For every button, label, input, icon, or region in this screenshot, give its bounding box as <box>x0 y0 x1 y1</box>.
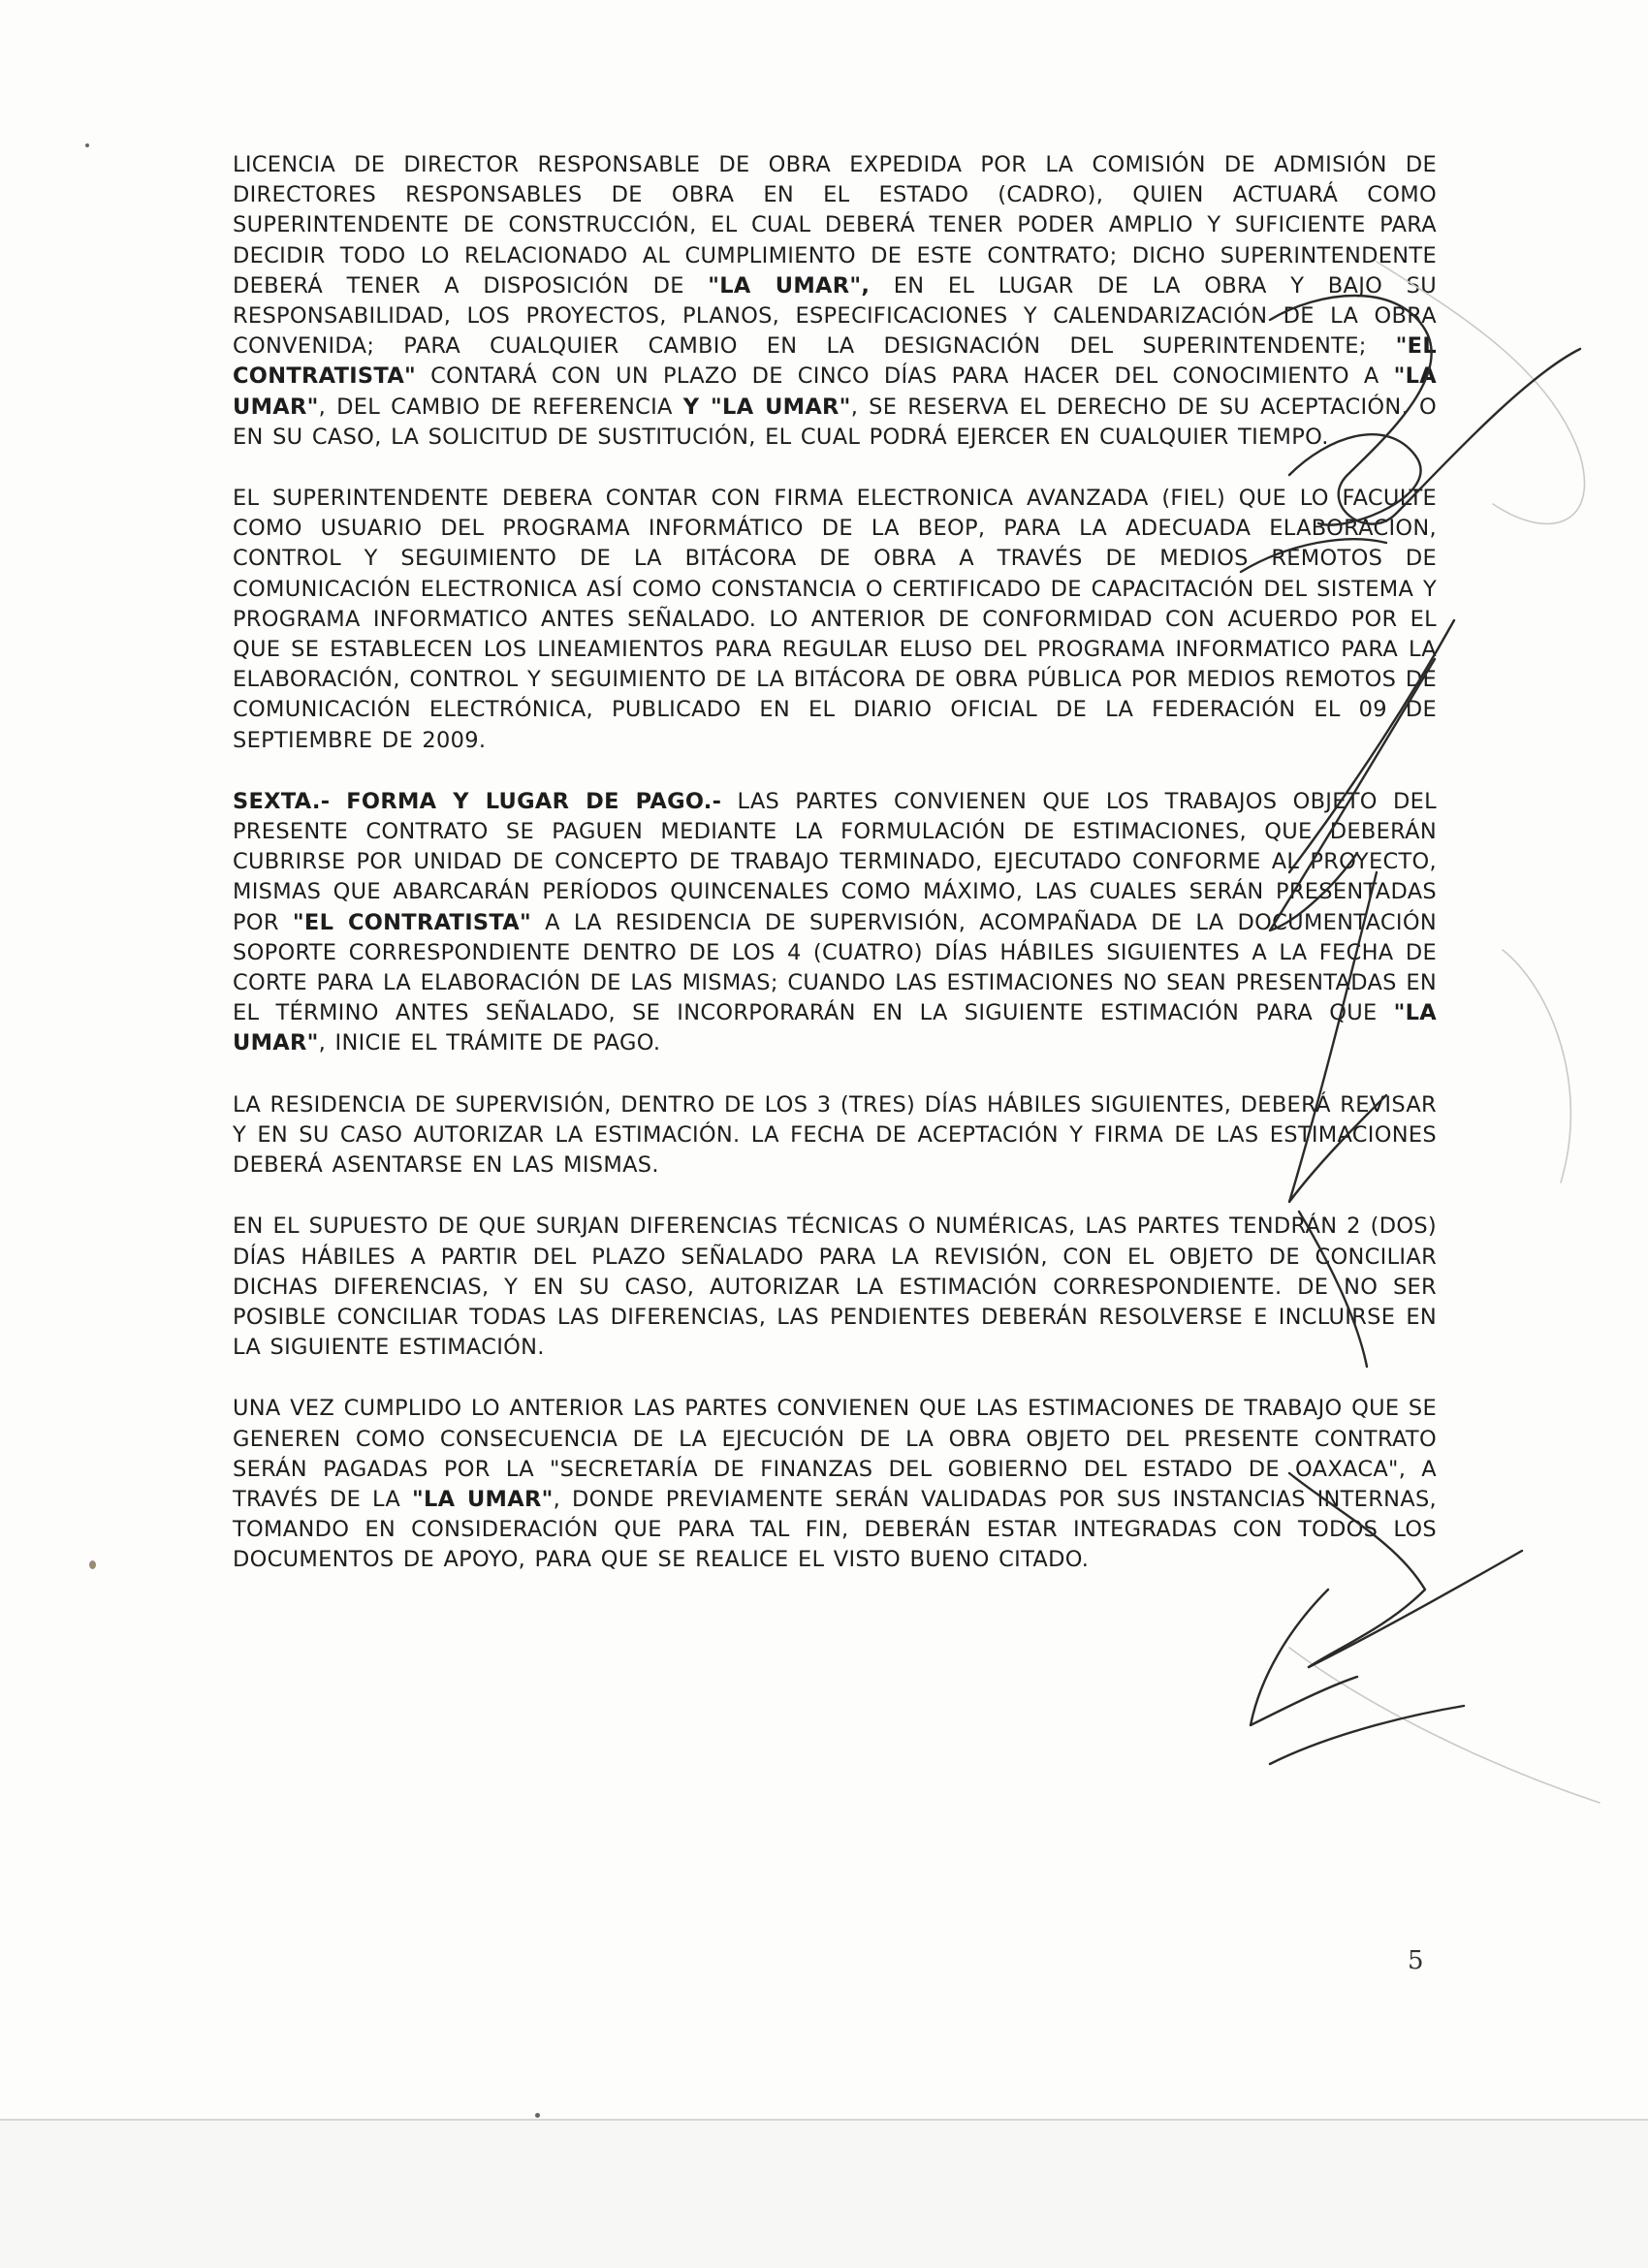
paragraph-sexta-forma-pago: SEXTA.- FORMA Y LUGAR DE PAGO.- LAS PARTES CONVIENEN QUE LOS TRABAJOS OBJETO DEL PRESENTE CONTRATO SE PAGUEN MEDIANTE LA FORMULACIÓN DE ESTIMACIONES, QUE DEBERÁN CUBRIRSE POR UNIDAD DE CONCEPTO DE TRABAJO TERMINADO, EJECUTADO CONFORME AL PROYECTO, MISMAS QUE ABARCARÁN PERÍODOS QUINCENALES COMO MÁXIMO, LAS CUALES SERÁN PRESENTADAS POR "EL CONTRATISTA" A LA RESIDENCIA DE SUPERVISIÓN, ACOMPAÑADA DE LA DOCUMENTACIÓN SOPORTE CORRESPONDIENTE DENTRO DE LOS 4 (CUATRO) DÍAS HÁBILES SIGUIENTES A LA FECHA DE CORTE PARA LA ELABORACIÓN DE LAS MISMAS; CUANDO LAS ESTIMACIONES NO SEAN PRESENTADAS EN EL TÉRMINO ANTES SEÑALADO, SE INCORPORARÁN EN LA SIGUIENTE ESTIMACIÓN PARA QUE "LA UMAR", INICIE EL TRÁMITE DE PAGO. <box>233 788 1437 1056</box>
page-number: 5 <box>1408 1946 1424 1975</box>
document-body <box>233 150 1437 1607</box>
paragraph-pago-estimaciones: UNA VEZ CUMPLIDO LO ANTERIOR LAS PARTES CONVIENEN QUE LAS ESTIMACIONES DE TRABAJO QUE SE GENEREN COMO CONSECUENCIA DE LA EJECUCIÓN DE LA OBRA OBJETO DEL PRESENTE CONTRATO SERÁN PAGADAS POR LA "SECRETARÍA DE FINANZAS DEL GOBIERNO DEL ESTADO DE OAXACA", A TRAVÉS DE LA "LA UMAR", DONDE PREVIAMENTE SERÁN VALIDADAS POR SUS INSTANCIAS INTERNAS, TOMANDO EN CONSIDERACIÓN QUE PARA TAL FIN, DEBERÁN ESTAR INTEGRADAS CON TODOS LOS DOCUMENTOS DE APOYO, PARA QUE SE REALICE EL VISTO BUENO CITADO. <box>233 1396 1437 1573</box>
scan-speck <box>535 2113 540 2118</box>
scan-bottom-margin <box>0 2119 1648 2268</box>
paragraph-firma-electronica: EL SUPERINTENDENTE DEBERA CONTAR CON FIRMA ELECTRONICA AVANZADA (FIEL) QUE LO FACULTE COMO USUARIO DEL PROGRAMA INFORMÁTICO DE LA BEOP, PARA LA ADECUADA ELABORACION, CONTROL Y SEGUIMIENTO DE LA BITÁCORA DE OBRA A TRAVÉS DE MEDIOS REMOTOS DE COMUNICACIÓN ELECTRONICA ASÍ COMO CONSTANCIA O CERTIFICADO DE CAPACITACIÓN DEL SISTEMA Y PROGRAMA INFORMATICO ANTES SEÑALADO. LO ANTERIOR DE CONFORMIDAD CON ACUERDO POR EL QUE SE ESTABLECEN LOS LINEAMIENTOS PARA REGULAR ELUSO DEL PROGRAMA INFORMATICO PARA LA ELABORACIÓN, CONTROL Y SEGUIMIENTO DE LA BITÁCORA DE OBRA PÚBLICA POR MEDIOS REMOTOS DE COMUNICACIÓN ELECTRÓNICA, PUBLICADO EN EL DIARIO OFICIAL DE LA FEDERACIÓN EL 09 DE SEPTIEMBRE DE 2009. <box>233 486 1437 753</box>
paragraph-residencia-supervision: LA RESIDENCIA DE SUPERVISIÓN, DENTRO DE LOS 3 (TRES) DÍAS HÁBILES SIGUIENTES, DEBERÁ REVISAR Y EN SU CASO AUTORIZAR LA ESTIMACIÓN. LA FECHA DE ACEPTACIÓN Y FIRMA DE LAS ESTIMACIONES DEBERÁ ASENTARSE EN LAS MISMAS. <box>233 1091 1437 1179</box>
paragraph-diferencias: EN EL SUPUESTO DE QUE SURJAN DIFERENCIAS TÉCNICAS O NUMÉRICAS, LAS PARTES TENDRÁN 2 (DOS) DÍAS HÁBILES A PARTIR DEL PLAZO SEÑALADO PARA LA REVISIÓN, CON EL OBJETO DE CONCILIAR DICHAS DIFERENCIAS, Y EN SU CASO, AUTORIZAR LA ESTIMACIÓN CORRESPONDIENTE. DE NO SER POSIBLE CONCILIAR TODAS LAS DIFERENCIAS, LAS PENDIENTES DEBERÁN RESOLVERSE E INCLUIRSE EN LA SIGUIENTE ESTIMACIÓN. <box>233 1213 1437 1361</box>
scan-speck <box>89 1560 96 1569</box>
paragraph-superintendente: LICENCIA DE DIRECTOR RESPONSABLE DE OBRA EXPEDIDA POR LA COMISIÓN DE ADMISIÓN DE DIRECTORES RESPONSABLES DE OBRA EN EL ESTADO (CADRO), QUIEN ACTUARÁ COMO SUPERINTENDENTE DE CONSTRUCCIÓN, EL CUAL DEBERÁ TENER PODER AMPLIO Y SUFICIENTE PARA DECIDIR TODO LO RELACIONADO AL CUMPLIMIENTO DE ESTE CONTRATO; DICHO SUPERINTENDENTE DEBERÁ TENER A DISPOSICIÓN DE "LA UMAR", EN EL LUGAR DE LA OBRA Y BAJO SU RESPONSABILIDAD, LOS PROYECTOS, PLANOS, ESPECIFICACIONES Y CALENDARIZACIÓN DE LA OBRA CONVENIDA; PARA CUALQUIER CAMBIO EN LA DESIGNACIÓN DEL SUPERINTENDENTE; "EL CONTRATISTA" CONTARÁ CON UN PLAZO DE CINCO DÍAS PARA HACER DEL CONOCIMIENTO A "LA UMAR", DEL CAMBIO DE REFERENCIA Y "LA UMAR", SE RESERVA EL DERECHO DE SU ACEPTACIÓN, O EN SU CASO, LA SOLICITUD DE SUSTITUCIÓN, EL CUAL PODRÁ EJERCER EN CUALQUIER TIEMPO. <box>233 152 1438 450</box>
scan-speck <box>85 143 89 147</box>
